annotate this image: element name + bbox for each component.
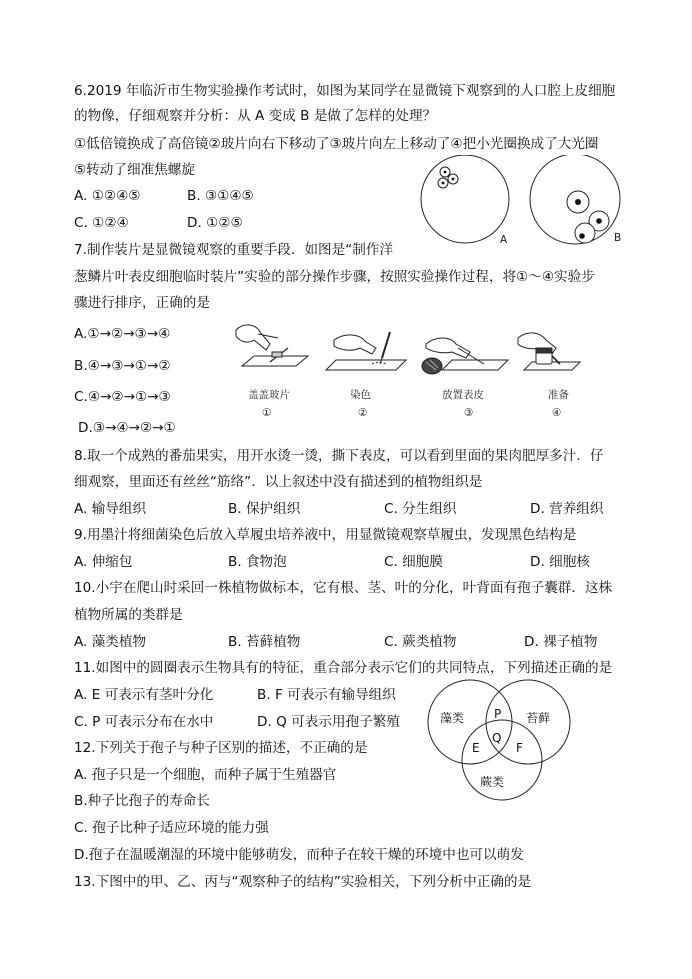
venn-label-algae: 藻类: [440, 711, 465, 725]
q10-stem-line-2: 植物所属的类群是: [74, 607, 183, 623]
step-2-number: ②: [358, 407, 368, 419]
q10-option-a[interactable]: A. 藻类植物: [74, 634, 147, 650]
q10-stem-line-1: 10.小宇在爬山时采回一株植物做标本，它有根、茎、叶的分化，叶背面有孢子囊群．这株: [74, 580, 613, 596]
q9-option-c[interactable]: C. 细胞膜: [384, 554, 443, 570]
step-1-number: ①: [262, 407, 272, 419]
venn-region-q: Q: [492, 731, 502, 745]
q10-option-d[interactable]: D. 裸子植物: [524, 634, 598, 650]
step-3-number: ③: [464, 407, 474, 419]
q12-option-d[interactable]: D.孢子在温暖潮湿的环境中能够萌发，而种子在较干燥的环境中也可以萌发: [74, 847, 524, 863]
step-place-epidermis-illustration: [422, 338, 508, 374]
q8-option-d[interactable]: D. 营养组织: [530, 501, 604, 517]
q11-option-a[interactable]: A. E 可表示有茎叶分化: [74, 687, 214, 703]
field-of-view-a: [421, 155, 509, 243]
q11-option-c[interactable]: C. P 可表示分布在水中: [74, 714, 214, 730]
step-staining-illustration: [326, 332, 406, 370]
q7-stem-line-2: 葱鳞片叶表皮细胞临时装片”实验的部分操作步骤，按照实验操作过程，将①～④实验步: [74, 269, 595, 285]
q6-option-c[interactable]: C. ①②④: [74, 215, 129, 231]
q12-option-a[interactable]: A. 孢子只是一个细胞，而种子属于生殖器官: [74, 767, 337, 783]
q7-option-b[interactable]: B.④→③→①→②: [74, 358, 171, 374]
q10-option-b[interactable]: B. 苔藓植物: [228, 634, 301, 650]
q7-stem-line-1: 7.制作装片是显微镜观察的重要手段．如图是“制作洋: [74, 242, 394, 258]
q11-option-b[interactable]: B. F 可表示有输导组织: [257, 687, 396, 703]
step-prepare-illustration: [518, 333, 580, 370]
q9-option-a[interactable]: A. 伸缩包: [74, 554, 133, 570]
q12-stem-line-1: 12.下列关于孢子与种子区别的描述，不正确的是: [74, 740, 368, 756]
field-a-label: A: [500, 234, 508, 246]
venn-region-e: E: [472, 741, 480, 755]
q8-option-b[interactable]: B. 保护组织: [228, 501, 301, 517]
q8-option-a[interactable]: A. 输导组织: [74, 501, 147, 517]
q7-option-a[interactable]: A.①→②→③→④: [74, 326, 171, 342]
venn-label-fern: 蕨类: [480, 775, 505, 789]
q6-stem-line-1: 6.2019 年临沂市生物实验操作考试时，如图为某同学在显微镜下观察到的人口腔上皮细胞: [74, 83, 616, 99]
microscope-field-figure: [418, 155, 632, 247]
q8-option-c[interactable]: C. 分生组织: [384, 501, 457, 517]
step-4-number: ④: [552, 407, 562, 419]
slide-preparation-figure: [226, 318, 602, 430]
q9-option-d[interactable]: D. 细胞核: [530, 554, 590, 570]
q9-option-b[interactable]: B. 食物泡: [228, 554, 287, 570]
step-2-label: 染色: [350, 389, 371, 401]
q11-stem-line-1: 11.如图中的圆圈表示生物具有的特征，重合部分表示它们的共同特点，下列描述正确的是: [74, 660, 613, 676]
q6-option-b[interactable]: B. ③①④⑤: [187, 188, 254, 204]
q12-option-b[interactable]: B.种子比孢子的寿命长: [74, 793, 210, 809]
field-b-label: B: [614, 232, 622, 244]
q7-stem-line-3: 骤进行排序，正确的是: [74, 295, 210, 311]
q6-option-a[interactable]: A. ①②④⑤: [74, 188, 141, 204]
venn-diagram: [420, 676, 580, 802]
q12-option-c[interactable]: C. 孢子比种子适应环境的能力强: [74, 820, 269, 836]
q7-option-d[interactable]: D.③→④→②→①: [78, 420, 176, 436]
venn-region-f: F: [516, 741, 523, 755]
q7-option-c[interactable]: C.④→②→①→③: [74, 389, 171, 405]
q13-stem-line-1: 13.下图中的甲、乙、丙与“观察种子的结构”实验相关，下列分析中正确的是: [74, 874, 532, 890]
q6-option-d[interactable]: D. ①②⑤: [187, 215, 243, 231]
q6-stem-line-3: ①低倍镜换成了高倍镜②玻片向右下移动了③玻片向左上移动了④把小光圈换成了大光圈: [74, 136, 599, 152]
step-3-label: 放置表皮: [442, 389, 484, 401]
q9-stem-line-1: 9.用墨汁将细菌染色后放入草履虫培养液中，用显微镜观察草履虫，发现黑色结构是: [74, 527, 577, 543]
field-of-view-b: [530, 155, 620, 244]
step-cover-slip-illustration: [236, 325, 308, 366]
q10-option-c[interactable]: C. 蕨类植物: [384, 634, 457, 650]
venn-region-p: P: [494, 707, 502, 721]
q8-stem-line-1: 8.取一个成熟的番茄果实，用开水烫一烫，撕下表皮，可以看到里面的果肉肥厚多汁．仔: [74, 448, 604, 464]
q6-stem-line-4: ⑤转动了细准焦螺旋: [74, 162, 195, 178]
q6-stem-line-2: 的物像，仔细观察并分析：从 A 变成 B 是做了怎样的处理？: [74, 108, 437, 124]
step-4-label: 准备: [548, 389, 569, 401]
q11-option-d[interactable]: D. Q 可表示用孢子繁殖: [257, 714, 400, 730]
q8-stem-line-2: 细观察，里面还有丝丝“筋络”．以上叙述中没有描述到的植物组织是: [74, 474, 483, 490]
venn-label-moss: 苔藓: [526, 711, 551, 725]
step-1-label: 盖盖玻片: [248, 389, 290, 401]
